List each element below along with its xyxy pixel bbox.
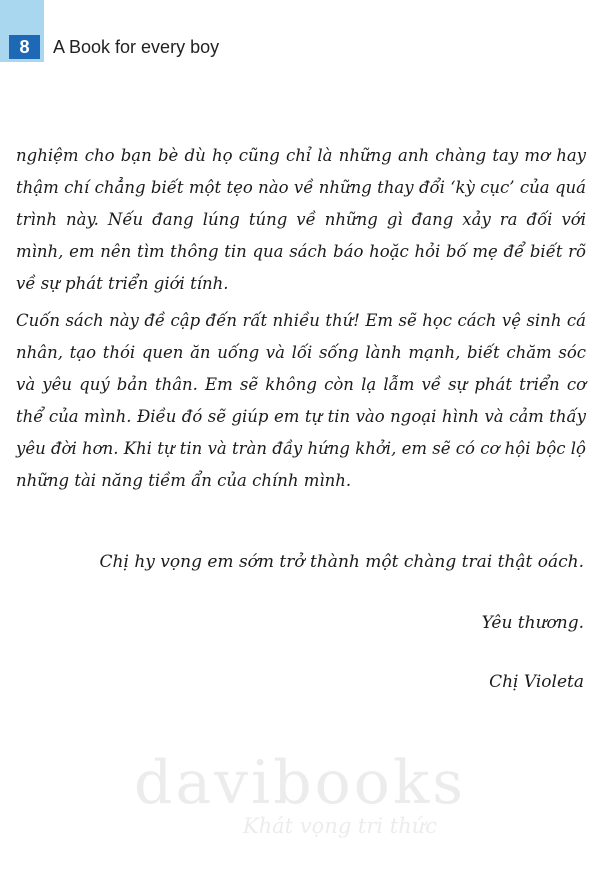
closing-salutation: Yêu thương. <box>481 613 584 633</box>
watermark-brand: davibooks <box>133 748 467 818</box>
body-paragraph-1: nghiệm cho bạn bè dù họ cũng chỉ là những anh chàng tay mơ hay thậm chí chẳng biết một tẹo nào về những thay đổi ‘kỳ cục’ của quá trình này. Nếu đang lúng túng về những gì đang xảy ra đối với mình, em nên tìm thông tin qua sách báo hoặc hỏi bố mẹ để biết rõ về sự phát triển giới tính. <box>16 146 586 293</box>
page-number: 8 <box>9 35 40 59</box>
running-title: A Book for every boy <box>53 37 220 57</box>
closing-wish: Chị hy vọng em sớm trở thành một chàng trai thật oách. <box>99 552 584 572</box>
closing-signature: Chị Violeta <box>489 672 584 692</box>
body-paragraph-2: Cuốn sách này đề cập đến rất nhiều thứ! Em sẽ học cách vệ sinh cá nhân, tạo thói quen ăn uống và lối sống lành mạnh, biết chăm sóc và yêu quý bản thân. Em sẽ không còn lạ lẫm về sự phát triển cơ thể của mình. Điều đó sẽ giúp em tự tin vào ngoại hình và cảm thấy yêu đời hơn. Khi tự tin và tràn đầy hứng khởi, em sẽ có cơ hội bộc lộ những tài năng tiềm ẩn của chính mình. <box>16 311 586 490</box>
watermark-slogan: Khát vọng tri thức <box>242 814 438 838</box>
